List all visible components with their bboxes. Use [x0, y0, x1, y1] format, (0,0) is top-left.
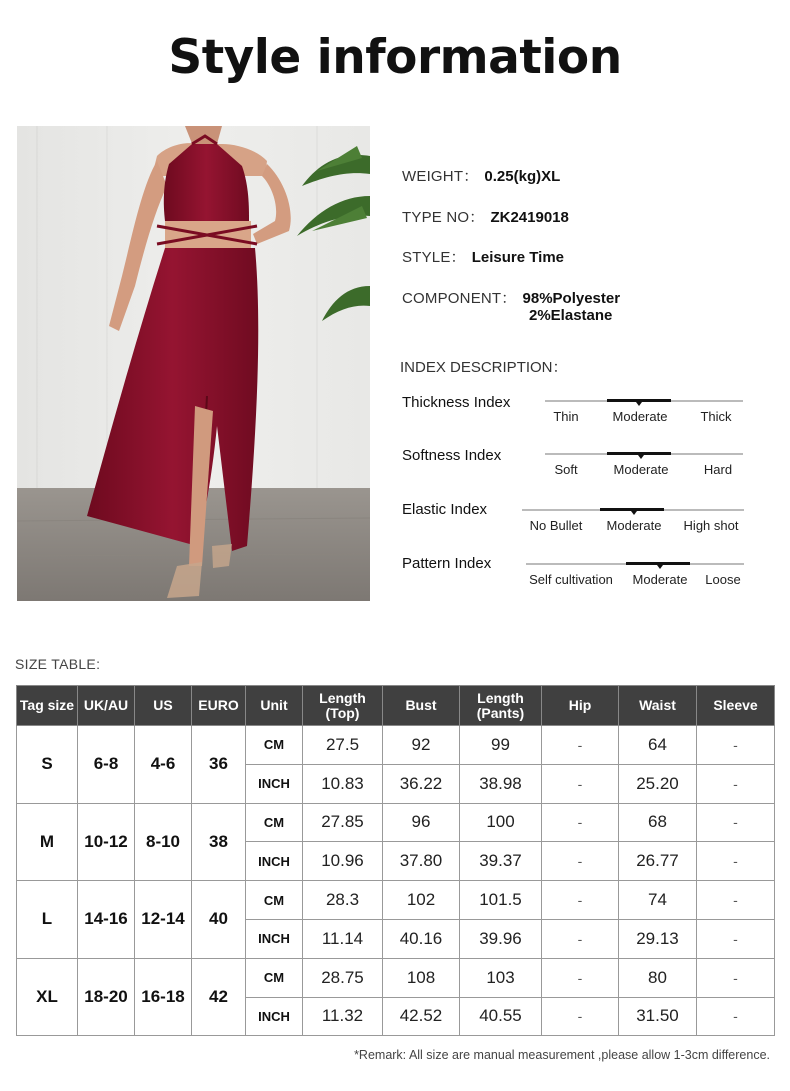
ukau-cell: 18-20: [78, 958, 135, 1036]
us-cell: 12-14: [135, 881, 192, 959]
waist-cell: 25.20: [619, 764, 697, 803]
type-spec: [402, 206, 569, 227]
waist-cell: 80: [619, 958, 697, 997]
length-top-cell: 11.14: [303, 919, 383, 958]
scale-option: No Bullet: [529, 518, 583, 533]
waist-cell: 74: [619, 881, 697, 920]
unit-cell: INCH: [246, 997, 303, 1036]
component-spec: [402, 287, 621, 324]
column-header: Bust: [383, 686, 460, 726]
unit-cell: INCH: [246, 919, 303, 958]
hip-cell: -: [542, 919, 619, 958]
scale-option-selected: Moderate: [632, 572, 688, 587]
component-value-2: 2%Elastane: [529, 307, 613, 324]
hip-cell: -: [542, 764, 619, 803]
tag-size-cell: M: [17, 803, 78, 881]
bust-cell: 42.52: [383, 997, 460, 1036]
column-header: Length (Top): [303, 686, 383, 726]
weight-spec: [402, 165, 560, 186]
type-value: ZK2419018: [490, 209, 569, 226]
weight-value: 0.25(kg)XL: [484, 168, 561, 185]
elastic-index-label: Elastic Index: [402, 501, 488, 518]
scale-option-selected: Moderate: [606, 518, 662, 533]
softness-index-scale: [545, 453, 743, 483]
ukau-cell: 14-16: [78, 881, 135, 959]
table-row: [17, 803, 775, 842]
scale-option: Soft: [554, 462, 578, 477]
tag-size-cell: L: [17, 881, 78, 959]
size-table-heading: SIZE TABLE:: [15, 656, 101, 672]
scale-option-selected: Moderate: [612, 409, 668, 424]
scale-option: Hard: [703, 462, 733, 477]
ukau-cell: 6-8: [78, 726, 135, 804]
us-cell: 4-6: [135, 726, 192, 804]
type-label: TYPE NO：: [402, 209, 485, 226]
sleeve-cell: -: [697, 764, 775, 803]
page-title: Style information: [168, 30, 622, 85]
waist-cell: 64: [619, 726, 697, 765]
unit-cell: INCH: [246, 764, 303, 803]
unit-cell: CM: [246, 726, 303, 765]
length-top-cell: 10.96: [303, 842, 383, 881]
style-value: Leisure Time: [471, 249, 564, 266]
bust-cell: 102: [383, 881, 460, 920]
unit-cell: CM: [246, 881, 303, 920]
hip-cell: -: [542, 881, 619, 920]
hip-cell: -: [542, 958, 619, 997]
size-table: [16, 685, 775, 1036]
component-label: COMPONENT：: [402, 290, 517, 307]
table-header-row: [17, 686, 775, 726]
length-pants-cell: 101.5: [460, 881, 542, 920]
scale-marker-icon: [657, 565, 663, 569]
column-header: Unit: [246, 686, 303, 726]
model-in-red-dress-image: [17, 126, 370, 601]
euro-cell: 42: [192, 958, 246, 1036]
column-header: Length (Pants): [460, 686, 542, 726]
component-value-1: 98%Polyester: [522, 290, 621, 307]
scale-option: Thin: [553, 409, 579, 424]
bust-cell: 37.80: [383, 842, 460, 881]
sleeve-cell: -: [697, 881, 775, 920]
length-pants-cell: 40.55: [460, 997, 542, 1036]
product-photo: [17, 126, 370, 601]
column-header: Tag size: [17, 686, 78, 726]
table-row: [17, 958, 775, 997]
scale-marker-icon: [638, 455, 644, 459]
sleeve-cell: -: [697, 997, 775, 1036]
length-top-cell: 27.85: [303, 803, 383, 842]
length-pants-cell: 100: [460, 803, 542, 842]
length-top-cell: 28.75: [303, 958, 383, 997]
length-pants-cell: 39.37: [460, 842, 542, 881]
hip-cell: -: [542, 726, 619, 765]
bust-cell: 96: [383, 803, 460, 842]
table-row: [17, 881, 775, 920]
hip-cell: -: [542, 803, 619, 842]
style-spec: [402, 246, 564, 267]
bust-cell: 36.22: [383, 764, 460, 803]
table-row: [17, 726, 775, 765]
bust-cell: 92: [383, 726, 460, 765]
scale-marker-icon: [636, 402, 642, 406]
tag-size-cell: S: [17, 726, 78, 804]
length-top-cell: 28.3: [303, 881, 383, 920]
tag-size-cell: XL: [17, 958, 78, 1036]
column-header: Waist: [619, 686, 697, 726]
us-cell: 8-10: [135, 803, 192, 881]
scale-option: Loose: [705, 572, 741, 587]
length-top-cell: 11.32: [303, 997, 383, 1036]
length-pants-cell: 103: [460, 958, 542, 997]
weight-label: WEIGHT：: [402, 168, 479, 185]
euro-cell: 40: [192, 881, 246, 959]
waist-cell: 31.50: [619, 997, 697, 1036]
sleeve-cell: -: [697, 919, 775, 958]
waist-cell: 68: [619, 803, 697, 842]
pattern-index-scale: [526, 563, 744, 593]
column-header: UK/AU: [78, 686, 135, 726]
scale-option: Self cultivation: [529, 572, 613, 587]
style-label: STYLE：: [402, 249, 466, 266]
unit-cell: INCH: [246, 842, 303, 881]
euro-cell: 38: [192, 803, 246, 881]
column-header: US: [135, 686, 192, 726]
sleeve-cell: -: [697, 803, 775, 842]
elastic-index-scale: [522, 509, 744, 539]
scale-option: Thick: [700, 409, 732, 424]
bust-cell: 40.16: [383, 919, 460, 958]
scale-option: High shot: [683, 518, 739, 533]
length-pants-cell: 39.96: [460, 919, 542, 958]
column-header: Sleeve: [697, 686, 775, 726]
bust-cell: 108: [383, 958, 460, 997]
sleeve-cell: -: [697, 726, 775, 765]
scale-option-selected: Moderate: [613, 462, 669, 477]
length-pants-cell: 99: [460, 726, 542, 765]
euro-cell: 36: [192, 726, 246, 804]
sleeve-cell: -: [697, 958, 775, 997]
waist-cell: 29.13: [619, 919, 697, 958]
sleeve-cell: -: [697, 842, 775, 881]
unit-cell: CM: [246, 958, 303, 997]
length-pants-cell: 38.98: [460, 764, 542, 803]
column-header: Hip: [542, 686, 619, 726]
thickness-index-label: Thickness Index: [402, 394, 511, 411]
scale-marker-icon: [631, 511, 637, 515]
index-description-heading: INDEX DESCRIPTION：: [400, 359, 568, 376]
thickness-index-scale: [545, 400, 743, 430]
waist-cell: 26.77: [619, 842, 697, 881]
unit-cell: CM: [246, 803, 303, 842]
hip-cell: -: [542, 842, 619, 881]
column-header: EURO: [192, 686, 246, 726]
pattern-index-label: Pattern Index: [402, 555, 492, 572]
softness-index-label: Softness Index: [402, 447, 502, 464]
length-top-cell: 10.83: [303, 764, 383, 803]
us-cell: 16-18: [135, 958, 192, 1036]
length-top-cell: 27.5: [303, 726, 383, 765]
ukau-cell: 10-12: [78, 803, 135, 881]
remark-note: *Remark: All size are manual measurement ,please allow 1-3cm difference.: [354, 1048, 770, 1062]
hip-cell: -: [542, 997, 619, 1036]
